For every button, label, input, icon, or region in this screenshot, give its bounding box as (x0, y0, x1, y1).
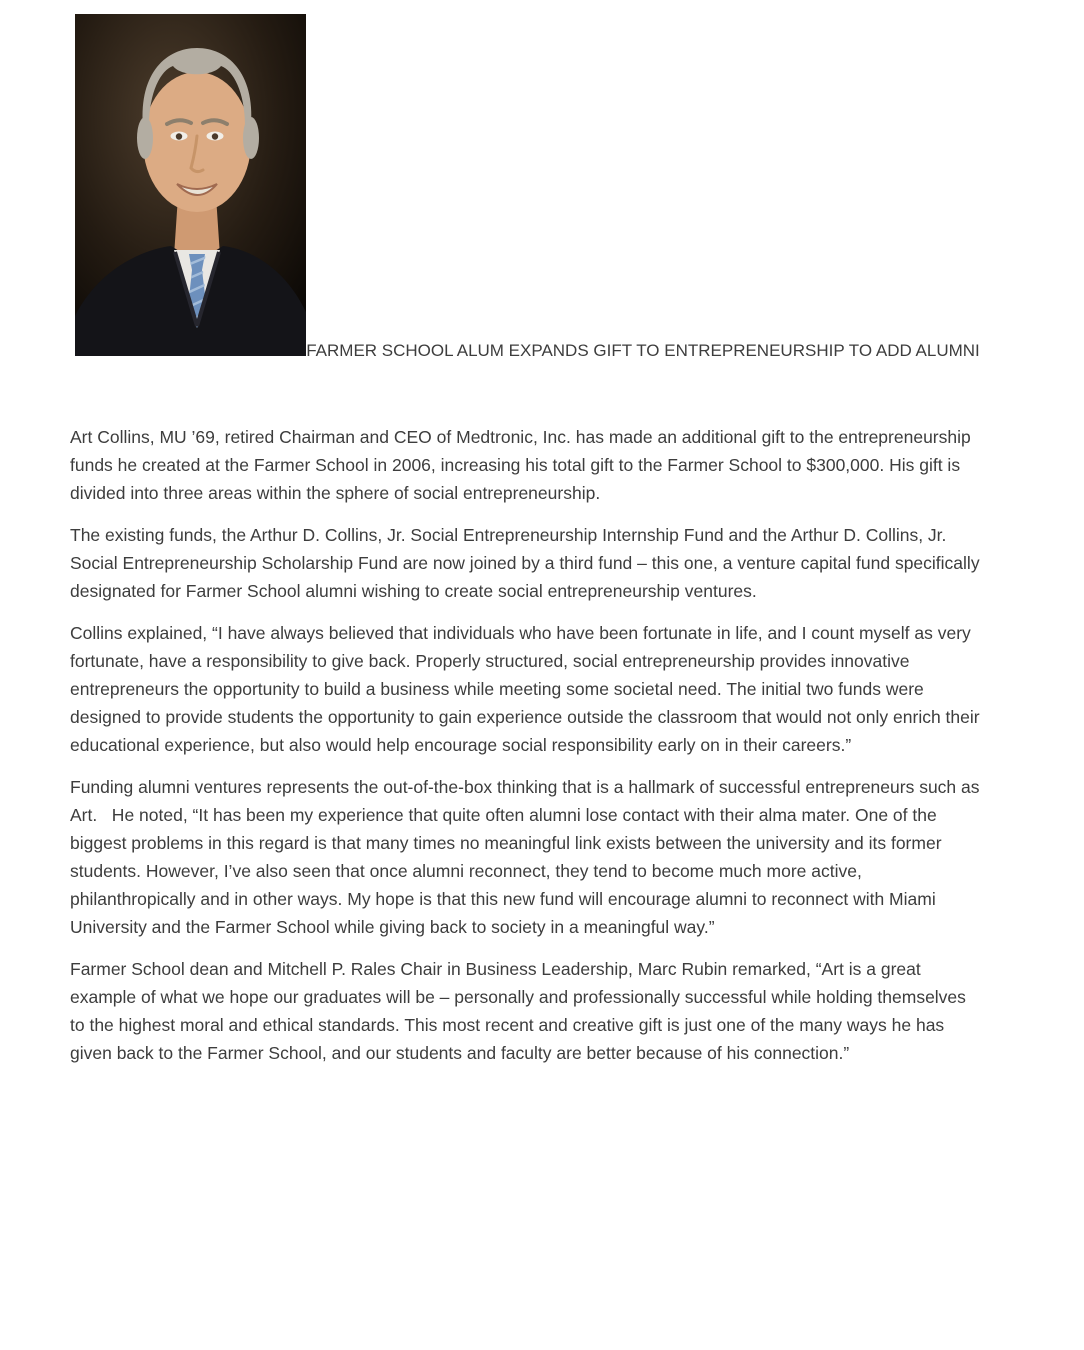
body-paragraph-4: Funding alumni ventures represents the out-of-the-box thinking that is a hallmark of successful entrepreneurs such as Art. He noted, “It has been my experience that quite often alumni lose contact with their alma mater. One of the biggest problems in this regard is that many times no meaningful link exists between the university and its former students. However, I’ve also seen that once alumni reconnect, they tend to become much more active, philanthropically and in other ways. My hope is that this new fund will encourage alumni to reconnect with Miami University and the Farmer School while giving back to society in a meaningful way.” (70, 777, 984, 937)
portrait-illustration (75, 14, 306, 356)
body-paragraph-3: Collins explained, “I have always believed that individuals who have been fortunate in life, and I count myself as very fortunate, have a responsibility to give back. Properly structured, social entrepreneurship provides innovative entrepreneurs the opportunity to build a business while meeting some societal need. The initial two funds were designed to provide students the opportunity to gain experience outside the classroom that would not only enrich their educational experience, but also would help encourage social responsibility early on in their careers.” (70, 623, 985, 755)
document-page (70, 0, 985, 1067)
body-paragraph-1: Art Collins, MU ’69, retired Chairman and CEO of Medtronic, Inc. has made an additional gift to the entrepreneurship funds he created at the Farmer School in 2006, increasing his total gift to the Farmer School to $300,000. His gift is divided into three areas within the sphere of social entrepreneurship. (70, 427, 976, 503)
article-header (70, 14, 985, 365)
article-title: FARMER SCHOOL ALUM EXPANDS GIFT TO ENTREPRENEURSHIP TO ADD ALUMNI (306, 341, 980, 360)
body-paragraph-2: The existing funds, the Arthur D. Collins, Jr. Social Entrepreneurship Internship Fund and the Arthur D. Collins, Jr. Social Entrepreneurship Scholarship Fund are now joined by a third fund – this one, a venture capital fund specifically designated for Farmer School alumni wishing to create social entrepreneurship ventures. (70, 525, 985, 601)
body-paragraph-5: Farmer School dean and Mitchell P. Rales Chair in Business Leadership, Marc Rubin remarked, “Art is a great example of what we hope our graduates will be – personally and professionally successful while holding themselves to the highest moral and ethical standards. This most recent and creative gift is just one of the many ways he has given back to the Farmer School, and our students and faculty are better because of his connection.” (70, 959, 971, 1063)
portrait-photo (75, 14, 306, 356)
